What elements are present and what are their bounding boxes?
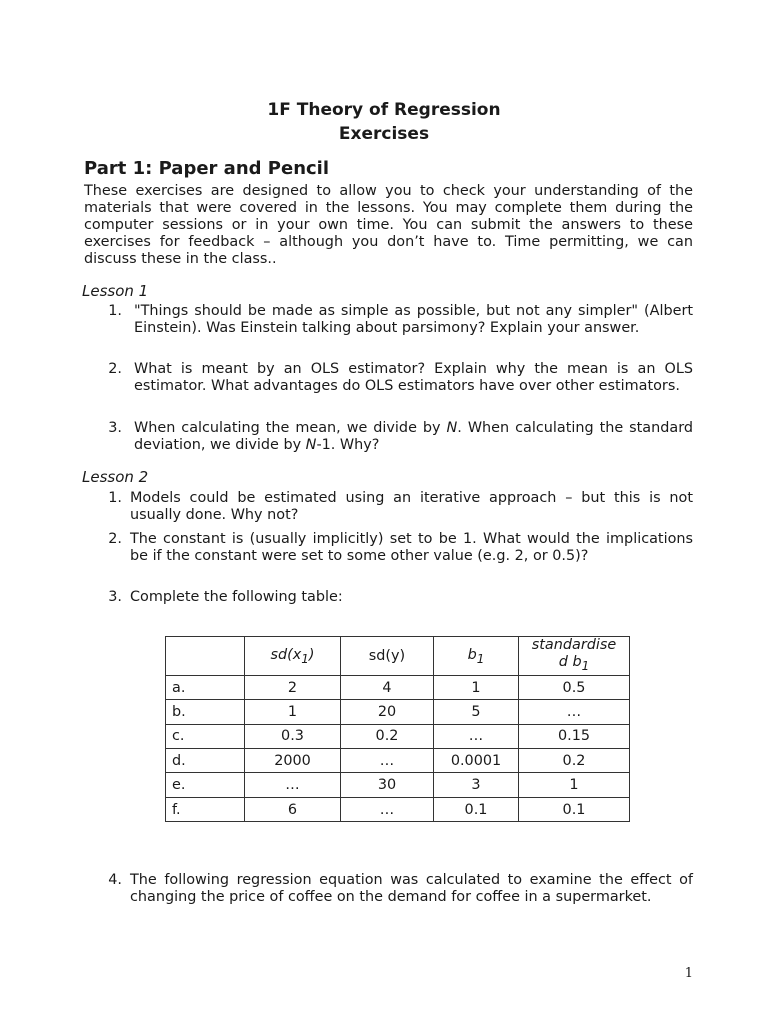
q3-text-part: When calculating the mean, we divide by: [134, 420, 447, 436]
lesson1-q3-number: 3.: [108, 420, 122, 436]
table-row: [166, 797, 630, 821]
lesson2-q2-number: 2.: [108, 531, 122, 547]
lesson2-q1-text: Models could be estimated using an iterative approach – but this is not usually done. Why not?: [130, 490, 693, 524]
row-label: f.: [166, 797, 245, 821]
q3-var-n: N: [446, 420, 458, 436]
cell-std: …: [519, 700, 630, 724]
q3-text-part: -1. Why?: [316, 437, 380, 454]
lesson2-q3-number: 3.: [108, 589, 122, 605]
cell-std: 0.2: [519, 749, 630, 773]
table-row: [166, 700, 630, 724]
page-number: 1: [684, 966, 693, 981]
cell-sdx: 2: [245, 675, 341, 699]
lesson1-heading: Lesson 1: [82, 282, 149, 300]
std-sub: 1: [581, 658, 590, 673]
b-base: b: [467, 646, 477, 663]
cell-sdx: 1: [245, 700, 341, 724]
lesson1-q2-number: 2.: [108, 361, 122, 377]
cell-sdx: 6: [245, 797, 341, 821]
lesson2-q1-number: 1.: [108, 490, 122, 506]
row-label: e.: [166, 773, 245, 797]
cell-sdx: 0.3: [245, 724, 341, 748]
lesson1-q3-text: [134, 420, 693, 455]
row-label: d.: [166, 749, 245, 773]
cell-sdy: …: [341, 749, 434, 773]
sdx-close: ): [308, 646, 315, 663]
lesson2-q2-text: The constant is (usually implicitly) set to be 1. What would the implications be if the constant were set to some other value (e.g. 2, or 0.5)?: [130, 531, 693, 565]
b-sub: 1: [476, 651, 485, 666]
std-line1: standardise: [531, 637, 617, 653]
header-sdx: [245, 637, 341, 676]
cell-sdy: 0.2: [341, 724, 434, 748]
table-row: [166, 773, 630, 797]
lesson2-q4-text: The following regression equation was calculated to examine the effect of changing the price of coffee on the demand for coffee in a supermarket.: [130, 872, 693, 906]
cell-b1: 1: [434, 675, 519, 699]
sdx-base: sd(x: [270, 646, 302, 663]
lesson1-q2-text: What is meant by an OLS estimator? Explain why the mean is an OLS estimator. What advantages do OLS estimators have over other estimators.: [134, 361, 693, 395]
table-header-row: [166, 637, 630, 676]
part1-heading: Part 1: Paper and Pencil: [84, 158, 330, 179]
cell-std: 0.1: [519, 797, 630, 821]
cell-std: 0.5: [519, 675, 630, 699]
cell-sdy: 4: [341, 675, 434, 699]
q3-text-part: . When calculating the standard deviation, we divide by: [134, 420, 693, 454]
sdx-sub: 1: [301, 651, 309, 666]
title-line-2: Exercises: [338, 124, 430, 144]
lesson1-q1-text: "Things should be made as simple as possible, but not any simpler" (Albert Einstein). Was Einstein talking about parsimony? Explain your answer.: [134, 303, 693, 337]
header-standardised-b1: [519, 637, 630, 676]
lesson2-heading: Lesson 2: [82, 468, 149, 486]
table-row: [166, 749, 630, 773]
lesson2-q4-number: 4.: [108, 872, 122, 888]
cell-b1: 0.0001: [434, 749, 519, 773]
q3-var-n: N: [305, 437, 317, 454]
cell-sdy: …: [341, 797, 434, 821]
row-label: a.: [166, 675, 245, 699]
lesson2-q3-text: Complete the following table:: [130, 589, 343, 605]
table-row: [166, 724, 630, 748]
cell-sdx: 2000: [245, 749, 341, 773]
title-line-1: 1F Theory of Regression: [267, 100, 501, 120]
std-line2: d b: [558, 654, 582, 670]
header-sdy: sd(y): [341, 637, 434, 676]
row-label: c.: [166, 724, 245, 748]
cell-std: 1: [519, 773, 630, 797]
header-b1: [434, 637, 519, 676]
header-blank: [166, 637, 245, 676]
intro-paragraph: These exercises are designed to allow you to check your understanding of the materials that were covered in the lessons. You may complete them during the computer sessions or in your own time. You can submit the answers to these exercises for feedback – although you don’t have to. Time permitting, we can discuss these in the class..: [84, 183, 693, 267]
regression-table: [165, 636, 630, 822]
table-row: [166, 675, 630, 699]
row-label: b.: [166, 700, 245, 724]
cell-b1: 5: [434, 700, 519, 724]
cell-sdy: 20: [341, 700, 434, 724]
cell-b1: …: [434, 724, 519, 748]
cell-std: 0.15: [519, 724, 630, 748]
lesson1-q1-number: 1.: [108, 303, 122, 319]
cell-b1: 3: [434, 773, 519, 797]
cell-b1: 0.1: [434, 797, 519, 821]
cell-sdx: …: [245, 773, 341, 797]
cell-sdy: 30: [341, 773, 434, 797]
